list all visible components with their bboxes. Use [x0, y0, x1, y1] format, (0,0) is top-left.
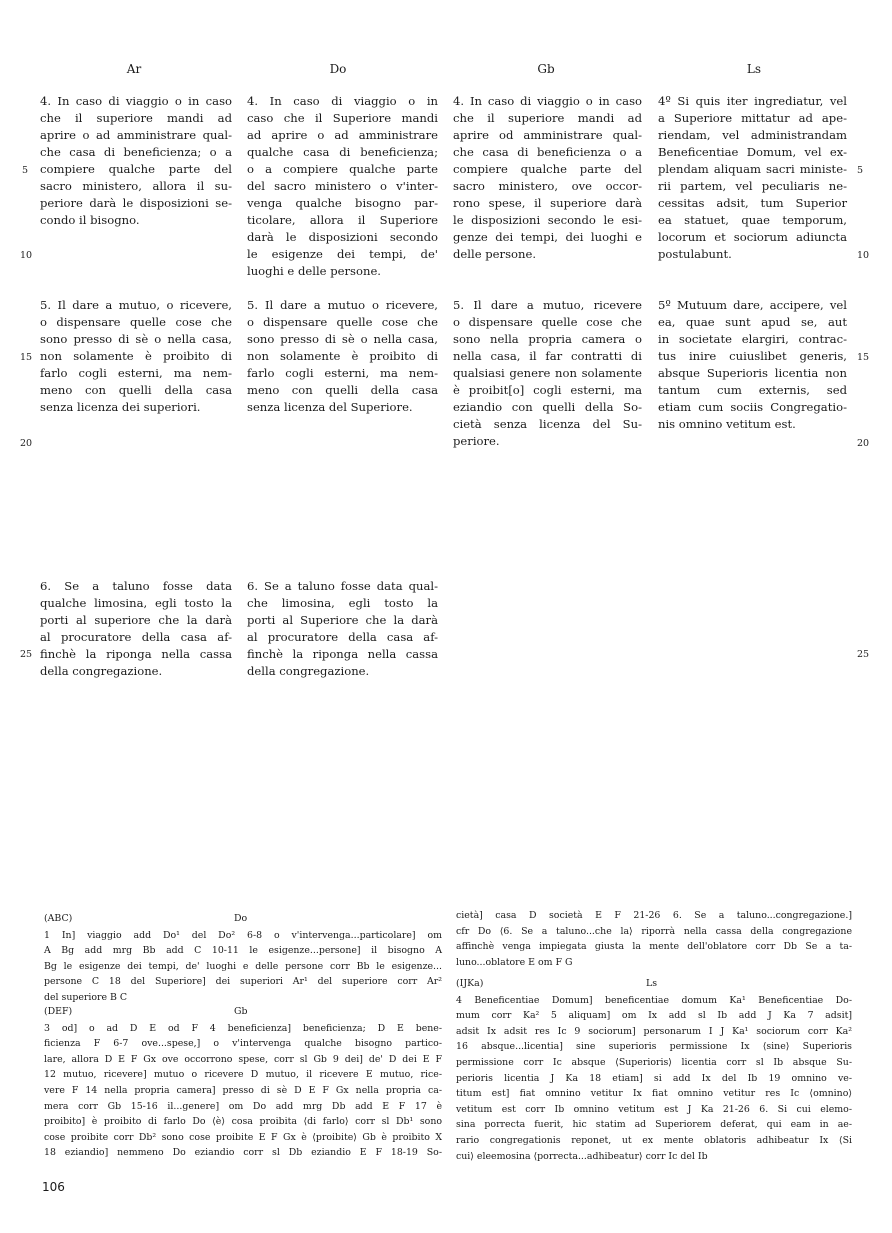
apparatus-line: proibito] è proibito di farlo Do ⟨è⟩ cosa proibita ⟨di farlo⟩ corr sl Db¹ sono: [44, 1116, 442, 1128]
apparatus-line: adsit Ix adsit res Ic 9 sociorum] personarum I J Ka¹ sociorum corr Ka²: [456, 1025, 852, 1037]
text-line: sacro ministero, ove occor-: [453, 179, 642, 193]
apparatus-line: 3 od] o ad D E od F 4 beneficienza] beneficienza; D E bene-: [44, 1022, 442, 1034]
column-do-p5: [247, 297, 438, 416]
line-number-right: 20: [857, 438, 870, 449]
apparatus-line: lare, allora D E F Gx ove occorrono spese, corr sl Gb 9 dei] de' D dei E F: [44, 1053, 442, 1065]
text-line: 5. Il dare a mutuo, o ricevere,: [40, 298, 232, 312]
text-line: tus inire cuiuslibet generis,: [658, 349, 847, 363]
text-line: darà le disposizioni secondo: [247, 230, 438, 244]
text-line: in societate elargiri, contrac-: [658, 332, 847, 346]
apparatus-line: sina porrecta fuerit, hic statim ad Superiorem deferat, qui eam in ae-: [456, 1119, 852, 1131]
text-line: nis omnino vetitum est.: [658, 417, 796, 431]
column-ls-p4: [658, 93, 847, 263]
text-line: aprire o ad amministrare qual-: [40, 128, 232, 142]
apparatus-line: luno...oblatore E om F G: [456, 956, 573, 968]
text-line: o dispensare quelle cose che: [453, 315, 642, 329]
text-line: caso che il Superiore mandi: [247, 111, 438, 125]
apparatus-line: cietà] casa D società E F 21-26 6. Se a taluno...congregazione.]: [456, 910, 852, 921]
text-line: eziandio con quelli della So-: [453, 400, 642, 414]
apparatus-line: cui⟩ eleemosina ⟨porrecta...adhibeatur⟩ corr Ic del Ib: [456, 1150, 708, 1162]
text-line: che casa di beneficienza; o a: [40, 145, 232, 159]
siglum-do: Do: [329, 62, 347, 76]
text-line: a Superiore mittatur ad ape-: [658, 111, 847, 125]
text-line: che casa di beneficienza o a: [453, 145, 642, 159]
apparatus-line: 12 mutuo, ricevere] mutuo o ricevere D mutuo, il ricevere E mutuo, rice-: [44, 1069, 442, 1081]
text-line: ea statuet, quae temporum,: [658, 213, 847, 227]
text-line: cessitas adsit, tum Superior: [658, 196, 847, 210]
text-line: della congregazione.: [247, 664, 370, 678]
text-line: senza licenza del Superiore.: [247, 400, 413, 414]
line-number-left: 20: [20, 438, 33, 449]
apparatus-line: mera corr Gb 15-16 il...genere] om Do add mrg Db add E F 17 è: [44, 1100, 442, 1112]
text-line: genze dei tempi, dei luoghi e: [453, 230, 642, 244]
column-ar-p6: [40, 578, 232, 680]
line-number-right: 5: [857, 165, 864, 176]
text-line: porti al Superiore che la darà: [247, 613, 438, 627]
apparatus-line: rario congregationis reponet, ut ex mente oblatoris adhibeatur Ix ⟨Si: [456, 1134, 852, 1146]
apparatus-line: perioris licentia J Ka 18 etiam] si add Ix del Ib 19 omnino ve-: [456, 1072, 852, 1084]
apparatus-group: (ABC): [44, 913, 73, 924]
text-line: finchè la riponga nella cassa: [40, 647, 232, 661]
text-line: absque Superioris licentia non: [658, 366, 847, 380]
page-number: 106: [42, 1180, 65, 1194]
apparatus-line: vere F 14 nella propria camera] presso di sè D E F Gx nella propria ca-: [44, 1084, 442, 1096]
text-line: 6. Se a taluno fosse data qual-: [247, 579, 438, 593]
apparatus-line: mum corr Ka² 5 aliquam] om Ix add sl Ib add J Ka 7 adsit]: [456, 1010, 852, 1022]
apparatus-line: cfr Do ⟨6. Se a taluno...che la⟩ riporrà nella cassa della congregazione: [456, 925, 852, 937]
apparatus-line: 1 In] viaggio add Do¹ del Do² 6-8 o v'intervenga...particolare] om: [44, 929, 442, 941]
text-line: qualche limosina, egli tosto la: [40, 596, 232, 610]
text-line: che il superiore mandi ad: [40, 111, 232, 125]
line-number-right: 15: [857, 352, 870, 363]
text-line: plendam aliquam sacri ministe-: [658, 162, 847, 176]
column-gb-p5: [453, 297, 642, 450]
text-line: periore darà le disposizioni se-: [40, 196, 232, 210]
apparatus-line: A Bg add mrg Bb add C 10-11 le esigenze...persone] il bisogno A: [44, 945, 442, 957]
line-number-left: 25: [20, 649, 33, 660]
text-line: qualche casa di beneficienza;: [247, 145, 438, 159]
apparatus-group: (DEF): [44, 1006, 73, 1017]
apparatus-line: titum est] fiat omnino vetitur Ix fiat omnino vetitur res Ic ⟨omnino⟩: [456, 1088, 852, 1100]
text-line: non solamente è proibito di: [40, 349, 232, 363]
siglum-ar: Ar: [126, 62, 142, 76]
text-line: farlo cogli esterni, ma nem-: [40, 366, 232, 380]
column-do-p6: [247, 578, 438, 680]
text-line: Beneficentiae Domum, vel ex-: [658, 145, 847, 159]
apparatus-line: 16 absque...licentia] sine superioris permissione Ix ⟨sine⟩ Superioris: [456, 1041, 852, 1053]
text-line: 5. Il dare a mutuo, ricevere: [453, 298, 642, 312]
apparatus-group: (IJKa): [456, 978, 484, 989]
apparatus-abc: [44, 911, 442, 1006]
apparatus-siglum: Gb: [234, 1006, 248, 1017]
text-line: aprire od amministrare qual-: [453, 128, 642, 142]
text-line: o a compiere qualche parte: [247, 162, 438, 176]
text-line: 4. In caso di viaggio o in: [247, 94, 438, 108]
text-line: delle persone.: [453, 247, 537, 261]
apparatus-line: Bg le esigenze dei tempi, de' luoghi e delle persone corr Bb le esigenze...: [44, 960, 442, 972]
apparatus-line: permissione corr Ic absque ⟨Superioris⟩ licentia corr sl Ib absque Su-: [456, 1056, 852, 1068]
text-line: 4. In caso di viaggio o in caso: [40, 94, 232, 108]
text-line: 4º Si quis iter ingrediatur, vel: [658, 94, 847, 108]
text-line: o dispensare quelle cose che: [40, 315, 232, 329]
column-ls-p5: [658, 297, 847, 433]
text-line: della congregazione.: [40, 664, 163, 678]
apparatus-def-continued: [456, 908, 852, 970]
column-ar-p5: [40, 297, 232, 416]
text-line: senza licenza dei superiori.: [40, 400, 201, 414]
text-line: compiere qualche parte del: [40, 162, 232, 176]
text-line: 6. Se a taluno fosse data: [40, 579, 232, 593]
apparatus-ijka: [456, 976, 852, 1164]
apparatus-line: affinchè venga impiegata giusta la mente dell'oblatore corr Db Se a ta-: [456, 941, 852, 953]
text-line: è proibit[o] cogli esterni, ma: [453, 383, 642, 397]
text-line: postulabunt.: [658, 247, 732, 261]
line-number-left: 15: [20, 352, 33, 363]
text-line: 5º Mutuum dare, accipere, vel: [658, 298, 847, 312]
text-line: etiam cum sociis Congregatio-: [658, 400, 847, 414]
text-line: meno con quelli della casa: [247, 383, 438, 397]
text-line: che limosina, egli tosto la: [247, 596, 438, 610]
text-line: 4. In caso di viaggio o in caso: [453, 94, 642, 108]
text-line: luoghi e delle persone.: [247, 264, 381, 278]
text-line: sono presso di sè o nella casa,: [40, 332, 232, 346]
line-number-left: 5: [22, 165, 29, 176]
apparatus-line: ficienza F 6-7 ove...spese,] o v'intervenga qualche bisogno partico-: [44, 1038, 442, 1050]
text-line: ea, quae sunt apud se, aut: [658, 315, 847, 329]
text-line: meno con quelli della casa: [40, 383, 232, 397]
text-line: nella casa, il far contratti di: [453, 349, 642, 363]
siglum-ls: Ls: [746, 62, 762, 76]
text-line: finchè la riponga nella cassa: [247, 647, 438, 661]
siglum-gb: Gb: [537, 62, 555, 76]
text-line: porti al superiore che la darà: [40, 613, 232, 627]
line-number-right: 10: [857, 250, 870, 261]
apparatus-line: cose proibite corr Db² sono cose proibite E F Gx è ⟨proibite⟩ Gb è proibito X: [44, 1131, 442, 1143]
apparatus-line: del superiore B C: [44, 991, 128, 1003]
text-line: riendam, vel administrandam: [658, 128, 847, 142]
text-line: ticolare, allora il Superiore: [247, 213, 438, 227]
apparatus-siglum: Ls: [646, 978, 658, 989]
text-line: o dispensare quelle cose che: [247, 315, 438, 329]
text-line: sono presso di sè o nella casa,: [247, 332, 438, 346]
column-gb-p4: [453, 93, 642, 263]
text-line: periore.: [453, 434, 500, 448]
line-number-right: 25: [857, 649, 870, 660]
column-do-p4: [247, 93, 438, 280]
apparatus-line: persone C 18 del Superiore] dei superiori Ar¹ del superiore corr Ar²: [44, 976, 442, 988]
line-number-left: 10: [20, 250, 33, 261]
text-line: sono nella propria camera o: [453, 332, 642, 346]
text-line: cietà senza licenza del Su-: [453, 417, 642, 431]
text-line: rono spese, il superiore darà: [453, 196, 642, 210]
apparatus-siglum: Do: [234, 913, 248, 924]
text-line: tantum cum externis, sed: [658, 383, 847, 397]
text-line: farlo cogli esterni, ma nem-: [247, 366, 438, 380]
apparatus-line: 4 Beneficentiae Domum] beneficentiae domum Ka¹ Beneficentiae Do-: [456, 994, 852, 1006]
text-line: sacro ministero, allora il su-: [40, 179, 232, 193]
text-line: del sacro ministero o v'inter-: [247, 179, 438, 193]
text-line: ad aprire o ad amministrare: [247, 128, 438, 142]
text-line: al procuratore della casa af-: [40, 630, 232, 644]
text-line: le disposizioni secondo le esi-: [453, 213, 642, 227]
text-line: condo il bisogno.: [40, 213, 140, 227]
text-line: venga qualche bisogno par-: [247, 196, 438, 210]
text-line: non solamente è proibito di: [247, 349, 438, 363]
text-line: che il superiore mandi ad: [453, 111, 642, 125]
apparatus-line: 18 eziandio] nemmeno Do eziandio corr sl Db eziandio E F 18-19 So-: [44, 1147, 442, 1159]
text-line: al procuratore della casa af-: [247, 630, 438, 644]
text-line: locorum et sociorum adiuncta: [658, 230, 847, 244]
text-line: compiere qualche parte del: [453, 162, 642, 176]
apparatus-def: [44, 1004, 442, 1161]
text-line: 5. Il dare a mutuo o ricevere,: [247, 298, 438, 312]
apparatus-line: vetitum est corr Ib omnino vetitum est J Ka 21-26 6. Si cui elemo-: [456, 1103, 852, 1115]
column-ar-p4: [40, 93, 232, 229]
text-line: qualsiasi genere non solamente: [453, 366, 642, 380]
text-line: rii partem, vel peculiaris ne-: [658, 179, 847, 193]
text-line: le esigenze dei tempi, de': [247, 247, 438, 261]
